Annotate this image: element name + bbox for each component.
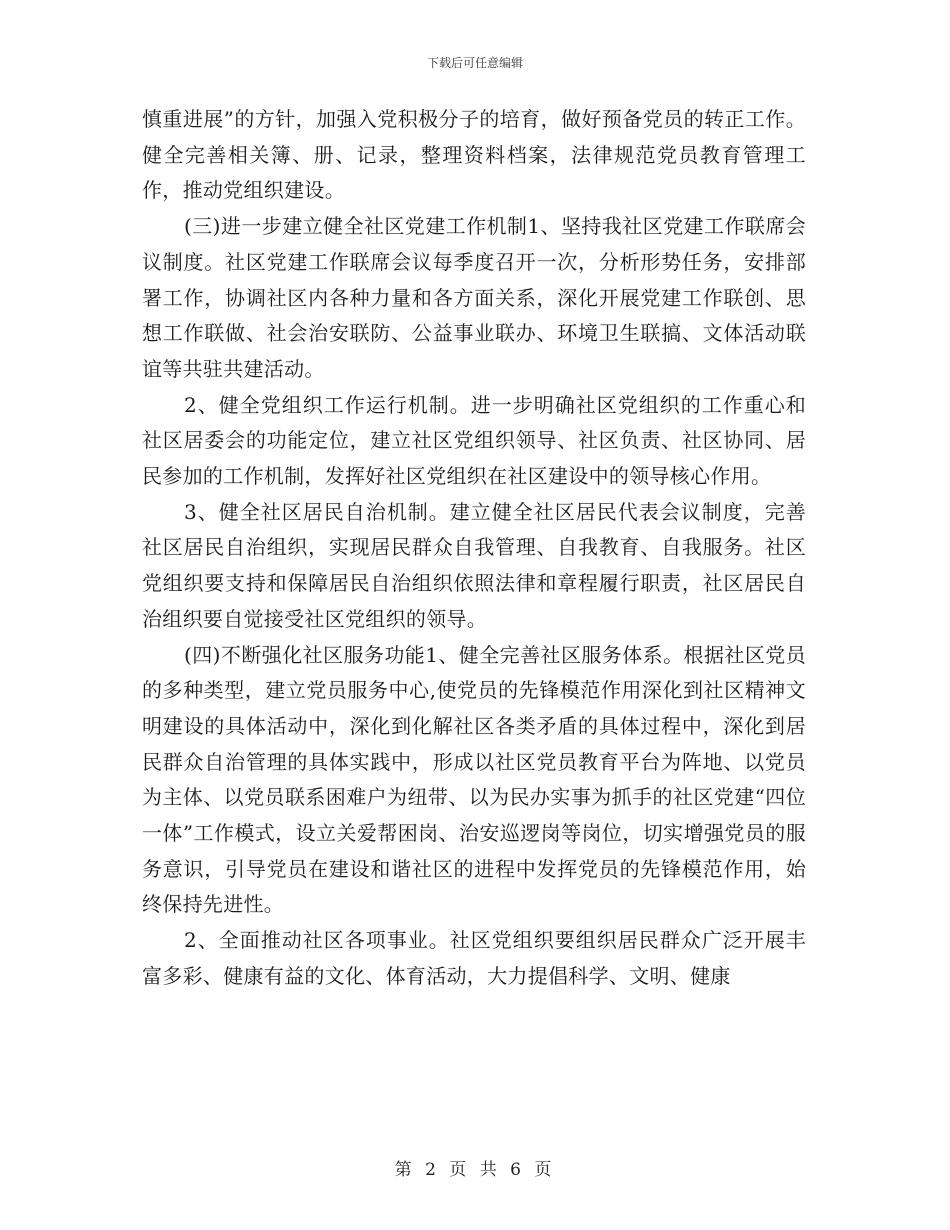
paragraph-item-two-continued: 2、全面推动社区各项事业。社区党组织要组织居民群众广泛开展丰富多彩、健康有益的文化、体育活动，大力提倡科学、文明、健康 bbox=[142, 928, 806, 988]
page-number: 第 2 页 共 6 页 bbox=[394, 1160, 556, 1180]
paragraph-item-three: 3、健全社区居民自治机制。建立健全社区居民代表会议制度，完善社区居民自治组织，实现居民群众自我管理、自我教育、自我服务。社区党组织要支持和保障居民自治组织依照法律和章程履行职责，社区居民自治组织要自觉接受社区党组织的领导。 bbox=[142, 499, 806, 631]
page-header-note: 下载后可任意编辑 bbox=[426, 56, 523, 70]
paragraph-continuation: 慎重进展”的方针，加强入党积极分子的培育，做好预备党员的转正工作。健全完善相关簿、册、记录，整理资料档案，法律规范党员教育管理工作，推动党组织建设。 bbox=[142, 107, 806, 203]
paragraph-section-three: (三)进一步建立健全社区党建工作机制1、坚持我社区党建工作联席会议制度。社区党建工作联席会议每季度召开一次，分析形势任务，安排部署工作，协调社区内各种力量和各方面关系，深化开展党建工作联创、思想工作联做、社会治安联防、公益事业联办、环境卫生联搞、文体活动联谊等共驻共建活动。 bbox=[142, 214, 806, 381]
document-body bbox=[142, 102, 806, 995]
paragraph-section-four: (四)不断强化社区服务功能1、健全完善社区服务体系。根据社区党员的多种类型，建立党员服务中心,使党员的先锋模范作用深化到社区精神文明建设的具体活动中，深化到化解社区各类矛盾的具体过程中，深化到居民群众自治管理的具体实践中，形成以社区党员教育平台为阵地、以党员为主体、以党员联系困难户为纽带、以为民办实事为抓手的社区党建“四位一体”工作模式，设立关爱帮困岗、治安巡逻岗等岗位，切实增强党员的服务意识，引导党员在建设和谐社区的进程中发挥党员的先锋模范作用，始终保持先进性。 bbox=[142, 642, 806, 917]
paragraph-item-two: 2、健全党组织工作运行机制。进一步明确社区党组织的工作重心和社区居委会的功能定位，建立社区党组织领导、社区负责、社区协同、居民参加的工作机制，发挥好社区党组织在社区建设中的领导核心作用。 bbox=[142, 392, 806, 489]
